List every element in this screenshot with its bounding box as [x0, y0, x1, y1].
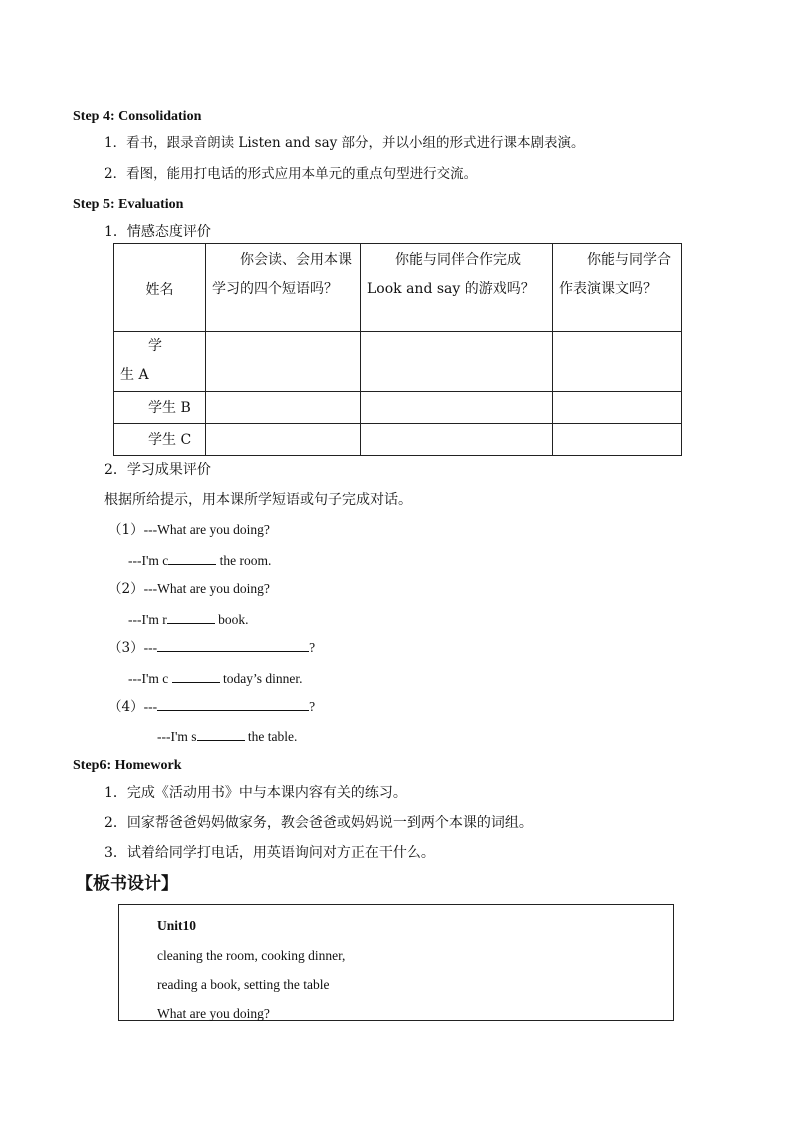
table-cell-student-b: 学生 B	[114, 392, 206, 424]
table-cell	[206, 392, 361, 424]
dialog-1-question: （1）---What are you doing?	[108, 522, 270, 538]
answer-blank[interactable]	[168, 553, 216, 565]
answer-blank[interactable]	[172, 671, 220, 683]
dialog-2-question: （2）---What are you doing?	[108, 581, 270, 597]
question-blank[interactable]	[157, 699, 309, 711]
table-cell	[553, 332, 682, 392]
step6-item-3: 3．试着给同学打电话，用英语询问对方正在干什么。	[104, 845, 435, 861]
table-cell-student-c: 学生 C	[114, 424, 206, 456]
step5-sub1: 1．情感态度评价	[104, 224, 211, 240]
board-line-unit: Unit10	[157, 918, 197, 933]
board-box	[118, 904, 674, 1021]
table-cell-student-a: 学 生 A	[114, 332, 206, 392]
step5-instruction: 根据所给提示，用本课所学短语或句子完成对话。	[104, 492, 412, 508]
table-row	[114, 332, 682, 392]
table-header-name: 姓名	[114, 244, 206, 332]
table-cell	[553, 424, 682, 456]
table-cell	[361, 332, 553, 392]
table-cell	[206, 424, 361, 456]
dialog-4-question: （4）--- ?	[108, 699, 316, 715]
board-line-3: reading a book, setting the table	[157, 977, 330, 992]
table-row	[114, 424, 682, 456]
table-row	[114, 392, 682, 424]
table-cell	[361, 392, 553, 424]
table-cell	[206, 332, 361, 392]
dialog-3-question: （3）--- ?	[108, 640, 316, 656]
step5-sub2: 2．学习成果评价	[104, 462, 211, 478]
answer-blank[interactable]	[167, 612, 215, 624]
step4-heading: Step 4: Consolidation	[73, 109, 202, 124]
table-header-row	[114, 244, 682, 332]
board-title: 【板书设计】	[76, 874, 178, 894]
step6-item-1: 1．完成《活动用书》中与本课内容有关的练习。	[104, 785, 407, 801]
table-header-q3: 你能与同学合作表演课文吗？	[553, 244, 682, 332]
step6-heading: Step6: Homework	[73, 758, 182, 773]
table-cell	[553, 392, 682, 424]
dialog-1-answer: ---I'm c the room.	[128, 553, 272, 568]
table-header-q1: 你会读、会用本课学习的四个短语吗？	[206, 244, 361, 332]
evaluation-table	[113, 243, 682, 456]
board-line-2: cleaning the room, cooking dinner,	[157, 948, 346, 963]
dialog-4-answer: ---I'm s the table.	[157, 729, 298, 744]
answer-blank[interactable]	[197, 729, 245, 741]
table-header-q2: 你能与同伴合作完成 Look and say 的游戏吗？	[361, 244, 553, 332]
step6-item-2: 2．回家帮爸爸妈妈做家务，教会爸爸或妈妈说一到两个本课的词组。	[104, 815, 533, 831]
dialog-2-answer: ---I'm r book.	[128, 612, 249, 627]
step5-heading: Step 5: Evaluation	[73, 197, 184, 212]
dialog-3-answer: ---I'm c today’s dinner.	[128, 671, 303, 686]
table-cell	[361, 424, 553, 456]
board-line-4: What are you doing?	[157, 1006, 270, 1021]
step4-item-1: 1．看书，跟录音朗读 Listen and say 部分，并以小组的形式进行课本剧表演。	[104, 135, 585, 151]
question-blank[interactable]	[157, 640, 309, 652]
step4-item-2: 2．看图，能用打电话的形式应用本单元的重点句型进行交流。	[104, 166, 478, 182]
